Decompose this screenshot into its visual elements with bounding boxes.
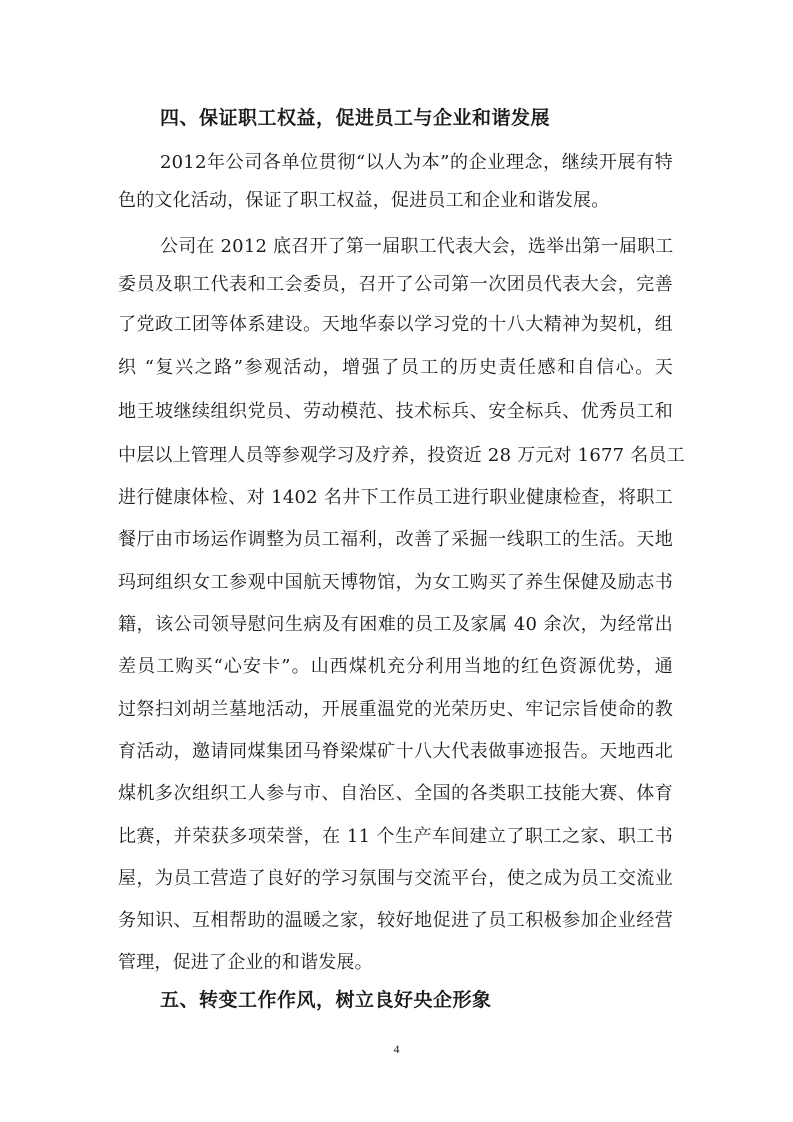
paragraph-2-line-18: 管理，促进了企业的和谐发展。 <box>118 952 373 973</box>
paragraph-2-line-4: 织 “复兴之路”参观活动，增强了员工的历史责任感和自信心。天 <box>118 357 673 378</box>
paragraph-1-line-1: 2012年公司各单位贯彻“以人为本”的企业理念，继续开展有特 <box>160 152 673 173</box>
paragraph-2-line-11: 差员工购买“心安卡”。山西煤机充分利用当地的红色资源优势，通 <box>118 656 673 677</box>
paragraph-2-line-17: 务知识、互相帮助的温暖之家，较好地促进了员工积极参加企业经营 <box>118 910 673 931</box>
paragraph-2-line-6: 中层以上管理人员等参观学习及疗养，投资近 28 万元对 1677 名员工 <box>118 445 685 466</box>
paragraph-1-line-2: 色的文化活动，保证了职工权益，促进员工和企业和谐发展。 <box>118 190 610 211</box>
section-4-heading: 四、保证职工权益，促进员工与企业和谐发展 <box>160 107 551 129</box>
paragraph-2-line-14: 煤机多次组织工人参与市、自治区、全国的各类职工技能大赛、体育 <box>118 783 673 804</box>
paragraph-2-line-3: 了党政工团等体系建设。天地华泰以学习党的十八大精神为契机，组 <box>118 314 673 335</box>
paragraph-2-line-5: 地王坡继续组织党员、劳动模范、技术标兵、安全标兵、优秀员工和 <box>118 401 673 422</box>
paragraph-2-line-1: 公司在 2012 底召开了第一届职工代表大会，选举出第一届职工 <box>160 236 674 257</box>
section-5-heading: 五、转变工作作风，树立良好央企形象 <box>160 989 492 1011</box>
paragraph-2-line-9: 玛珂组织女工参观中国航天博物馆，为女工购买了养生保健及励志书 <box>118 572 673 593</box>
page-number: 4 <box>393 1042 400 1056</box>
paragraph-2-line-2: 委员及职工代表和工会委员，召开了公司第一次团员代表大会，完善 <box>118 274 673 295</box>
paragraph-2-line-7: 进行健康体检、对 1402 名井下工作员工进行职业健康检查，将职工 <box>118 487 673 508</box>
paragraph-2-line-15: 比赛，并荣获多项荣誉，在 11 个生产车间建立了职工之家、职工书 <box>118 826 673 847</box>
paragraph-2-line-12: 过祭扫刘胡兰墓地活动，开展重温党的光荣历史、牢记宗旨使命的教 <box>118 699 673 720</box>
paragraph-2-line-13: 育活动，邀请同煤集团马脊梁煤矿十八大代表做事迹报告。天地西北 <box>118 741 673 762</box>
paragraph-2-line-8: 餐厅由市场运作调整为员工福利，改善了采掘一线职工的生活。天地 <box>118 529 673 550</box>
paragraph-2-line-16: 屋，为员工营造了良好的学习氛围与交流平台，使之成为员工交流业 <box>118 868 673 889</box>
paragraph-2-line-10: 籍，该公司领导慰问生病及有困难的员工及家属 40 余次，为经常出 <box>118 614 673 635</box>
